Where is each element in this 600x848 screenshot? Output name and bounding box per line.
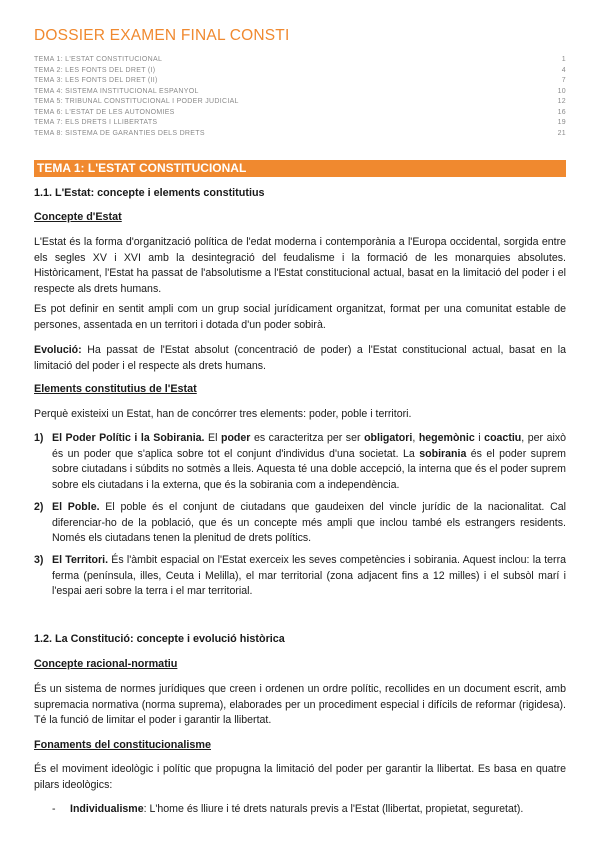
toc-entry-page: 4 [561,66,566,74]
toc-entry-label: TEMA 7: ELS DRETS I LLIBERTATS [34,119,158,126]
toc-entry-page: 21 [557,129,566,137]
toc-entry[interactable] [34,66,566,77]
toc-entry-label: TEMA 3: LES FONTS DEL DRET (II) [34,77,158,84]
toc-entry[interactable] [34,108,566,119]
toc-entry[interactable] [34,129,566,140]
paragraph-estat-ampli: Es pot definir en sentit ampli com un grup social jurídicament organitzat, format per una comunitat estable de persones, assentada en un territori i dotada d'un poder sobirà. [34,303,566,331]
list-item-territori: El Territori. És l'àmbit espacial on l'Estat exerceix les seves competències i sobirania. Aquest inclou: la terra ferma (península, illes, Ceuta i Melilla), el mar territorial (zona adjacent fins a 12 milles) i el subsòl marí i l'espai aeri sobre la terra i el mar territorial. [52,554,566,598]
subsection-heading-1-2: 1.2. La Constitució: concepte i evolució històrica [34,633,285,645]
elements-heading: Elements constitutius de l'Estat [34,383,197,395]
section-title-bar: TEMA 1: L'ESTAT CONSTITUCIONAL [34,160,566,177]
toc-entry-label: TEMA 2: LES FONTS DEL DRET (I) [34,66,156,74]
toc-entry-page: 16 [557,108,566,116]
bullet-dash: - [52,803,56,815]
fonaments-heading: Fonaments del constitucionalisme [34,739,211,751]
toc-entry-label: TEMA 4: SISTEMA INSTITUCIONAL ESPANYOL [34,87,199,95]
toc-entry[interactable] [34,118,566,129]
subsection-heading-1-1: 1.1. L'Estat: concepte i elements constitutius [34,187,265,199]
toc-entry[interactable] [34,87,566,98]
concept-racional-heading: Concepte racional-normatiu [34,658,178,670]
toc-entry[interactable] [34,55,566,66]
document-title: DOSSIER EXAMEN FINAL CONSTI [34,27,290,44]
toc-entry-label: TEMA 6: L'ESTAT DE LES AUTONOMIES [34,108,175,116]
toc-entry-label: TEMA 1: L'ESTAT CONSTITUCIONAL [34,56,163,63]
list-item-individualisme: Individualisme: L'home és lliure i té drets naturals previs a l'Estat (llibertat, propietat, seguretat). [70,803,524,815]
toc-entry[interactable] [34,97,566,108]
concept-heading: Concepte d'Estat [34,211,122,223]
list-number-1: 1) [34,432,44,444]
toc-entry-label: TEMA 5: TRIBUNAL CONSTITUCIONAL I PODER JUDICIAL [34,98,239,105]
toc-entry-page: 19 [557,119,566,126]
toc-entry-page: 12 [557,98,566,105]
paragraph-constitucio-definition: És un sistema de normes jurídiques que creen i ordenen un ordre polític, recollides en un document escrit, amb supremacia normativa (norma suprema), elaborades per un procediment especial i difícils de reformar (rigidesa). Té la funció de limitar el poder i garantir la llibertat. [34,683,566,727]
toc-entry-label: TEMA 8: SISTEMA DE GARANTIES DELS DRETS [34,129,205,137]
paragraph-estat-definition: L'Estat és la forma d'organització política de l'edat moderna i contemporània a l'Europa occidental, sorgida entre els segles XV i XVI amb la desintegració del feudalisme i la formació de les monarquies absolutes. Històricament, l'Estat ha passat de l'absolutisme a l'Estat constitucional actual, basat en la limitació del poder i el respecte als drets humans. [34,236,566,295]
toc-entry[interactable] [34,76,566,87]
paragraph-evolucio: Evolució: Ha passat de l'Estat absolut (concentració de poder) a l'Estat constitucional actual, basat en la limitació del poder i el respecte als drets humans. [34,344,566,372]
toc-entry-page: 1 [561,56,566,63]
list-item-poble: El Poble. El poble és el conjunt de ciutadans que gaudeixen del vincle jurídic de la nacionalitat. Cal diferenciar-ho de la població, que és un concepte més ampli que inclou també els estrangers residents. Només els ciutadans tenen la plenitud de drets polítics. [52,501,566,545]
toc-entry-page: 7 [561,77,566,84]
table-of-contents [34,55,566,139]
list-item-poder: El Poder Polític i la Sobirania. El poder es caracteritza per ser obligatori, hegemònic i coactiu, per això és un poder que s'aplica sobre tot el conjunt d'individus d'una societat. La sobirania és el poder suprem sobre ciutadans i súbdits no sotmès a lleis. Aquesta té una doble accepció, la interna que és el poder suprem sobre els ciutadans i la externa, que és la sobirania com a independència. [52,432,567,491]
toc-entry-page: 10 [557,87,566,95]
elements-intro: Perquè existeixi un Estat, han de concórrer tres elements: poder, poble i territori. [34,408,412,420]
paragraph-constitucionalisme: És el moviment ideològic i polític que propugna la limitació del poder per garantir la llibertat. Es basa en quatre pilars ideològics: [34,763,566,791]
list-number-2: 2) [34,501,44,513]
list-number-3: 3) [34,554,44,566]
